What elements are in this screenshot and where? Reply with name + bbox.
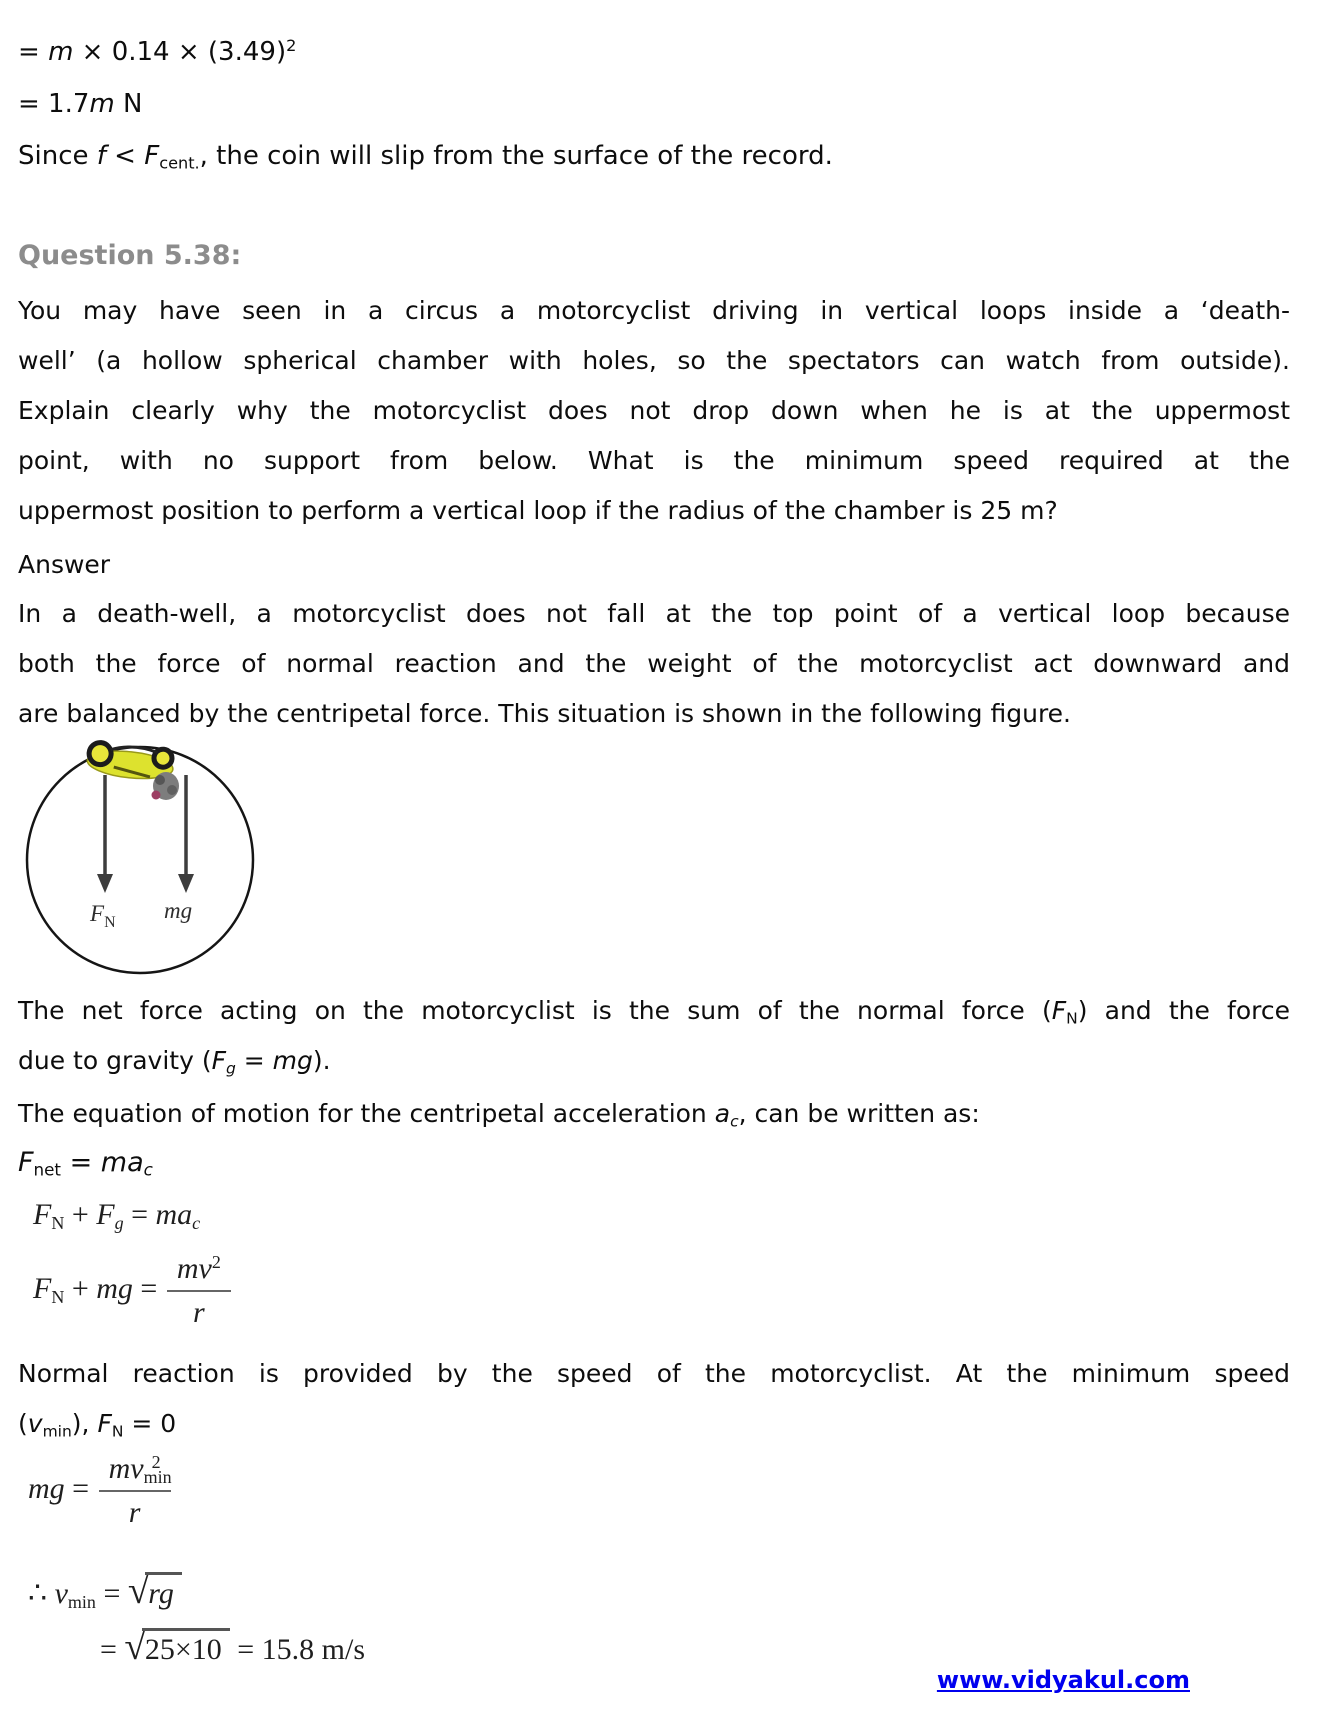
text-token: F <box>211 1046 226 1075</box>
text-token: , can be written as: <box>738 1099 980 1128</box>
text-token: ). <box>312 1046 331 1075</box>
text-token: F <box>97 1409 112 1438</box>
therefore-sign: ∴ <box>28 1577 55 1610</box>
math-var: ma <box>100 1147 144 1178</box>
fn-arrow <box>97 775 113 893</box>
math-var: ma <box>155 1198 193 1231</box>
question-header: Question 5.38: <box>18 240 242 271</box>
text-line <box>18 26 1290 78</box>
equation-result <box>100 1624 365 1669</box>
text-token: f <box>96 141 106 171</box>
text-line: point, with no support from below. What is the minimum speed required at the <box>18 446 1290 475</box>
equals-sign: = <box>64 1471 97 1505</box>
subscript-text: N <box>51 1286 65 1307</box>
text-line <box>18 1036 1290 1086</box>
text-token: ( <box>18 1409 28 1438</box>
equation-vmin <box>28 1568 182 1613</box>
fn-label: $F_N$ <box>90 901 116 931</box>
fraction-denominator: r <box>128 1496 141 1529</box>
superscript-text: 2 <box>151 1452 161 1473</box>
math-var: F <box>33 1198 52 1231</box>
text-line: Explain clearly why the motorcyclist does not drop down when he is at the uppermost <box>18 396 1290 425</box>
fraction <box>99 1452 171 1530</box>
mg-label: mg <box>164 898 193 923</box>
death-well-figure <box>14 738 266 988</box>
math-var: mv <box>176 1252 212 1285</box>
text-token: m <box>89 89 115 119</box>
result-text: = 15.8 m/s <box>229 1633 366 1666</box>
radicand: rg <box>145 1572 182 1610</box>
equals-sign: = <box>100 1633 125 1666</box>
radical-sign: √ <box>127 1569 150 1612</box>
intro-calculation-lines <box>18 26 1290 182</box>
fraction-numerator <box>99 1452 171 1492</box>
net-force-paragraph <box>18 986 1290 1086</box>
footer <box>937 1666 1190 1694</box>
text-token: v <box>27 1409 43 1438</box>
text-line: Normal reaction is provided by the speed of the motorcyclist. At the minimum speed <box>18 1359 1290 1388</box>
text-token: Since <box>18 141 97 171</box>
text-token: × 0.14 × (3.49) <box>73 37 287 67</box>
equation-fn-mg-fraction <box>33 1252 233 1330</box>
text-token: < <box>105 141 145 171</box>
text-line: You may have seen in a circus a motorcyclist driving in vertical loops inside a ‘death- <box>18 296 1290 325</box>
loop-circle <box>27 747 253 973</box>
subscript-text: min <box>42 1422 72 1441</box>
text-token: , the coin will slip from the surface of the record. <box>199 141 833 171</box>
subscript-text: g <box>114 1213 124 1234</box>
math-var: F <box>33 1271 52 1305</box>
fraction-denominator: r <box>192 1296 205 1329</box>
subscript-text: c <box>192 1213 201 1234</box>
subscript-text: N <box>111 1422 124 1441</box>
text-token: N <box>114 89 143 119</box>
text-token: The net force acting on the motorcyclist is the sum of the normal force ( <box>18 996 1052 1025</box>
equals-sign: = <box>95 1577 128 1610</box>
text-token: = 1.7 <box>18 89 90 119</box>
fraction <box>167 1252 231 1330</box>
subscript-text: N <box>1066 1009 1078 1028</box>
text-line: In a death-well, a motorcyclist does not fall at the top point of a vertical loop because <box>18 599 1290 628</box>
text-token: a <box>714 1099 731 1128</box>
text-line: uppermost position to perform a vertical loop if the radius of the chamber is 25 m? <box>18 496 1058 525</box>
equals-sign: = <box>132 1271 165 1305</box>
text-token: mg <box>272 1046 313 1075</box>
normal-reaction-paragraph <box>18 1349 1290 1449</box>
radicand: 25×10 <box>142 1628 230 1666</box>
text-line <box>18 78 1290 130</box>
equation-fnet <box>18 1147 153 1178</box>
text-line: both the force of normal reaction and the weight of the motorcyclist act downward and <box>18 649 1290 678</box>
text-token: The equation of motion for the centripetal acceleration <box>18 1099 715 1128</box>
text-line <box>18 986 1290 1036</box>
mg-arrow <box>178 775 194 893</box>
equation-mg-fraction <box>28 1452 173 1530</box>
superscript-text: 2 <box>211 1252 221 1273</box>
math-var: mg <box>96 1271 133 1305</box>
answer-paragraph <box>18 589 1290 739</box>
equation-intro-line <box>18 1089 1290 1139</box>
math-var: F <box>96 1198 115 1231</box>
math-var: mv <box>108 1452 144 1485</box>
subscript-text: net <box>33 1159 61 1180</box>
plus-sign: + <box>64 1271 97 1305</box>
math-var: F <box>18 1147 34 1178</box>
subscript-text: N <box>51 1213 65 1234</box>
text-token: ) and the force <box>1077 996 1291 1025</box>
subscript-text: min <box>143 1467 172 1488</box>
text-line: well’ (a hollow spherical chamber with holes, so the spectators can watch from outside). <box>18 346 1290 375</box>
subscript-text: c <box>730 1112 739 1131</box>
text-token: m <box>48 37 74 67</box>
text-line <box>18 1399 1290 1449</box>
answer-label: Answer <box>18 550 111 579</box>
superscript-text: 2 <box>286 36 297 56</box>
math-var: v <box>54 1577 68 1610</box>
math-var: mg <box>28 1471 65 1505</box>
subscript-text: c <box>143 1159 153 1180</box>
text-line <box>18 130 1290 182</box>
radical-sign: √ <box>124 1625 146 1668</box>
subscript-text: min <box>67 1592 96 1613</box>
text-token: = <box>18 37 49 67</box>
equals-sign: = <box>61 1147 101 1178</box>
subscript-text: cent. <box>159 153 200 173</box>
text-token: = <box>235 1046 273 1075</box>
equals-sign: = <box>123 1198 156 1231</box>
text-token: F <box>1051 996 1067 1025</box>
question-paragraph <box>18 286 1290 536</box>
subscript-text: g <box>225 1059 236 1078</box>
text-token: due to gravity ( <box>18 1046 212 1075</box>
plus-sign: + <box>64 1198 97 1231</box>
fraction-numerator <box>167 1252 231 1292</box>
text-token: ), <box>71 1409 98 1438</box>
text-token: F <box>144 141 160 171</box>
text-line: are balanced by the centripetal force. This situation is shown in the following figure. <box>18 699 1072 728</box>
vidyakul-link[interactable]: www.vidyakul.com <box>936 1666 1190 1694</box>
equation-fn-fg <box>33 1198 200 1232</box>
text-token: = 0 <box>123 1409 177 1438</box>
